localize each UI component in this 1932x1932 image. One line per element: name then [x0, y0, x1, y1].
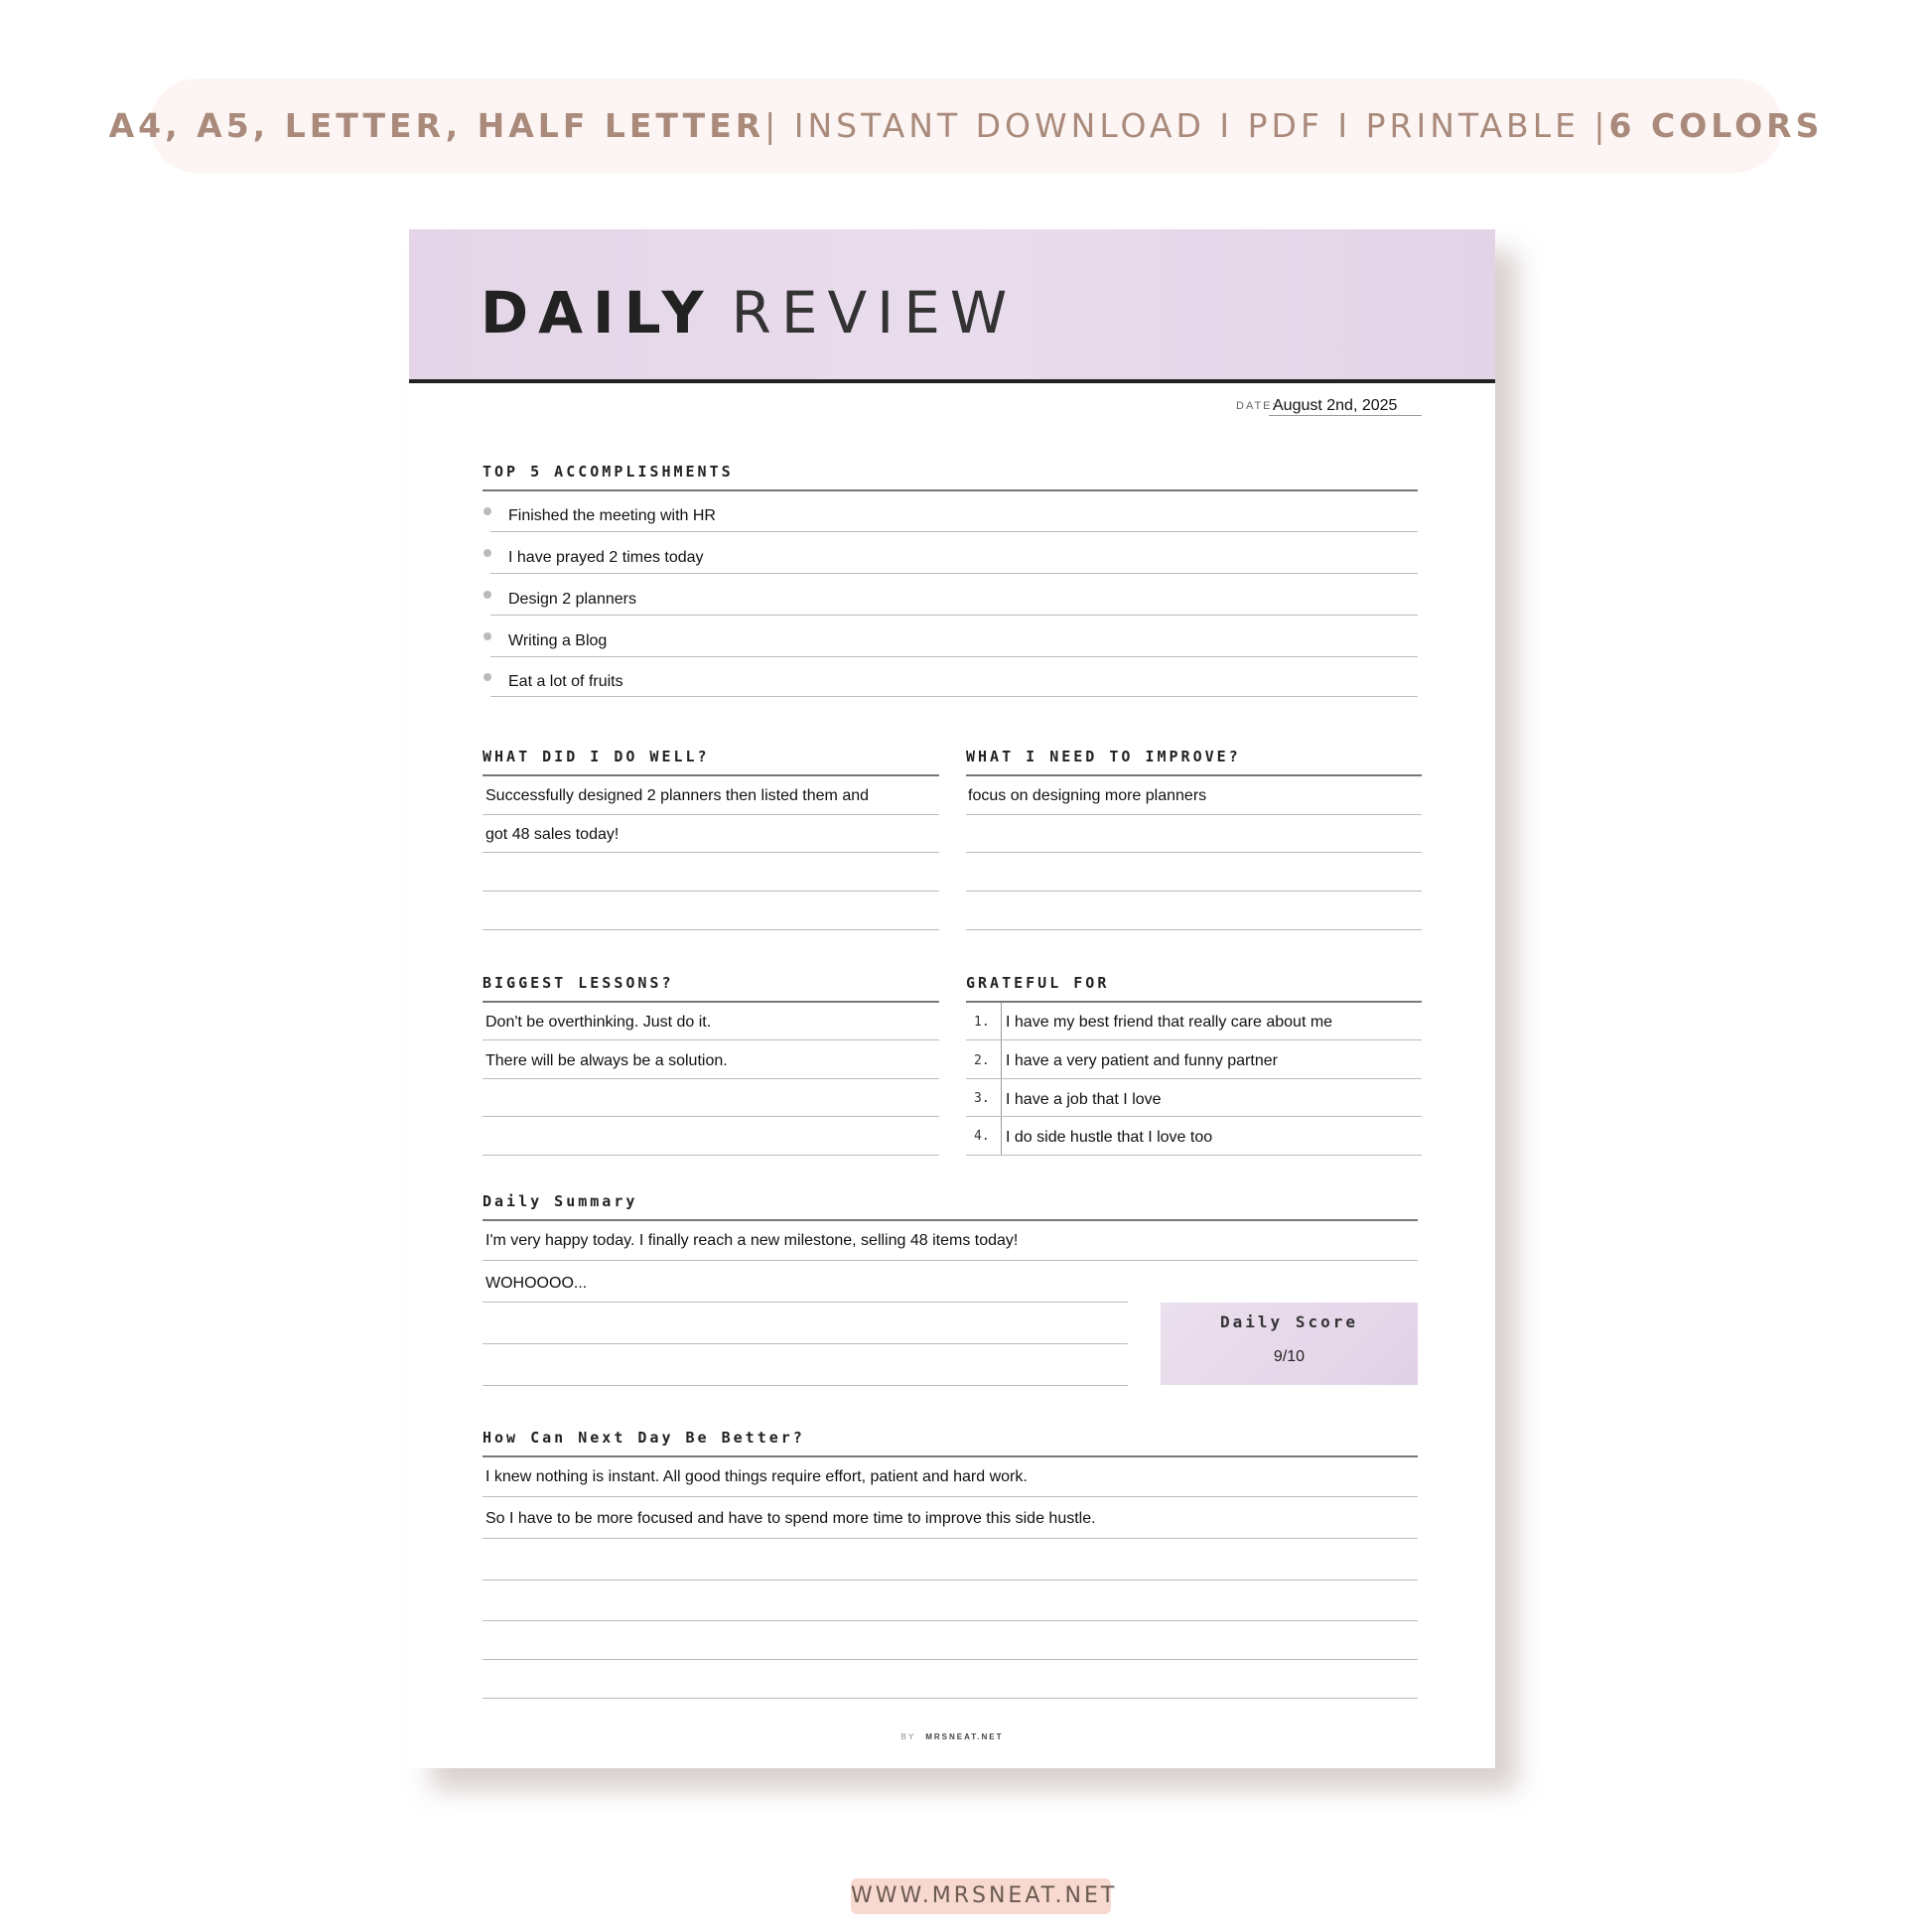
write-line [483, 1343, 1128, 1344]
section-rule [483, 1455, 1418, 1457]
write-line [966, 1116, 1422, 1117]
page-header [409, 229, 1495, 383]
did-well-line[interactable]: got 48 sales today! [485, 826, 620, 843]
accomplishment-item[interactable]: Eat a lot of fruits [508, 673, 623, 690]
grateful-item[interactable]: I do side hustle that I love too [1006, 1129, 1213, 1146]
number-column-divider [1001, 1003, 1002, 1156]
write-line [483, 1385, 1128, 1386]
improve-title: WHAT I NEED TO IMPROVE? [966, 748, 1241, 765]
title-bold: DAILY [481, 279, 714, 346]
date-field[interactable]: August 2nd, 2025 [1269, 397, 1422, 416]
daily-score-box [1161, 1303, 1418, 1385]
banner-sizes: A4, A5, LETTER, HALF LETTER [108, 106, 765, 145]
write-line [966, 1078, 1422, 1079]
write-line [483, 1078, 939, 1079]
grateful-number: 3. [974, 1091, 990, 1106]
daily-score-label: Daily Score [1220, 1312, 1358, 1331]
write-line [966, 1155, 1422, 1156]
lessons-title: BIGGEST LESSONS? [483, 974, 674, 992]
grateful-number: 2. [974, 1053, 990, 1068]
bullet-icon [483, 591, 491, 599]
grateful-item[interactable]: I have my best friend that really care about me [1006, 1014, 1333, 1031]
improve-line[interactable]: focus on designing more planners [968, 787, 1207, 804]
grateful-item[interactable]: I have a job that I love [1006, 1091, 1162, 1108]
daily-score-value[interactable]: 9/10 [1273, 1348, 1306, 1365]
accomplishment-item[interactable]: Finished the meeting with HR [508, 507, 716, 524]
write-line [966, 891, 1422, 892]
date-label: DATE: [1236, 400, 1278, 412]
write-line [966, 929, 1422, 930]
lesson-line[interactable]: Don't be overthinking. Just do it. [485, 1014, 712, 1031]
did-well-line[interactable]: Successfully designed 2 planners then listed them and [485, 787, 870, 804]
next-day-line[interactable]: So I have to be more focused and have to spend more time to improve this side hustle. [485, 1510, 1096, 1527]
summary-line[interactable]: I'm very happy today. I finally reach a new milestone, selling 48 items today! [485, 1232, 1019, 1249]
bullet-icon [483, 549, 491, 557]
page-footer [409, 1732, 1495, 1741]
page-title [481, 279, 1017, 346]
next-day-title: How Can Next Day Be Better? [483, 1429, 805, 1447]
summary-line[interactable]: WOHOOOO... [485, 1275, 588, 1292]
accomplishment-item[interactable]: I have prayed 2 times today [508, 549, 704, 566]
write-line [490, 696, 1418, 697]
write-line [483, 852, 939, 853]
write-line [483, 891, 939, 892]
section-rule [966, 1001, 1422, 1003]
write-line [490, 615, 1418, 616]
accomplishment-item[interactable]: Design 2 planners [508, 591, 636, 608]
write-line [483, 929, 939, 930]
section-rule [483, 1219, 1418, 1221]
grateful-number: 4. [974, 1129, 990, 1144]
write-line [483, 1659, 1418, 1660]
write-line [483, 1620, 1418, 1621]
write-line [490, 531, 1418, 532]
section-rule [483, 1001, 939, 1003]
write-line [490, 573, 1418, 574]
planner-page [409, 229, 1495, 1768]
write-line [483, 814, 939, 815]
write-line [483, 1260, 1418, 1261]
banner-info: | INSTANT DOWNLOAD I PDF I PRINTABLE | [764, 106, 1609, 145]
write-line [483, 1302, 1128, 1303]
write-line [966, 1039, 1422, 1040]
write-line [483, 1698, 1418, 1699]
website-url-link[interactable]: WWW.MRSNEAT.NET [851, 1878, 1111, 1914]
bullet-icon [483, 673, 491, 681]
write-line [483, 1116, 939, 1117]
write-line [490, 656, 1418, 657]
write-line [483, 1155, 939, 1156]
accomplishment-item[interactable]: Writing a Blog [508, 632, 608, 649]
title-light: REVIEW [731, 279, 1018, 346]
footer-by: BY [900, 1732, 916, 1741]
write-line [483, 1538, 1418, 1539]
bullet-icon [483, 632, 491, 640]
lesson-line[interactable]: There will be always be a solution. [485, 1052, 728, 1069]
bullet-icon [483, 507, 491, 515]
write-line [483, 1496, 1418, 1497]
summary-title: Daily Summary [483, 1192, 638, 1210]
banner-colors: 6 COLORS [1608, 106, 1824, 145]
accomplishments-title: TOP 5 ACCOMPLISHMENTS [483, 463, 734, 481]
did-well-title: WHAT DID I DO WELL? [483, 748, 710, 765]
section-rule [483, 489, 1418, 491]
write-line [966, 814, 1422, 815]
grateful-number: 1. [974, 1015, 990, 1030]
grateful-item[interactable]: I have a very patient and funny partner [1006, 1052, 1278, 1069]
section-rule [483, 774, 939, 776]
next-day-line[interactable]: I knew nothing is instant. All good things require effort, patient and hard work. [485, 1468, 1028, 1485]
grateful-title: GRATEFUL FOR [966, 974, 1110, 992]
section-rule [966, 774, 1422, 776]
top-banner [108, 78, 1824, 173]
write-line [483, 1039, 939, 1040]
footer-site: MRSNEAT.NET [925, 1732, 1004, 1741]
write-line [966, 852, 1422, 853]
write-line [483, 1580, 1418, 1581]
